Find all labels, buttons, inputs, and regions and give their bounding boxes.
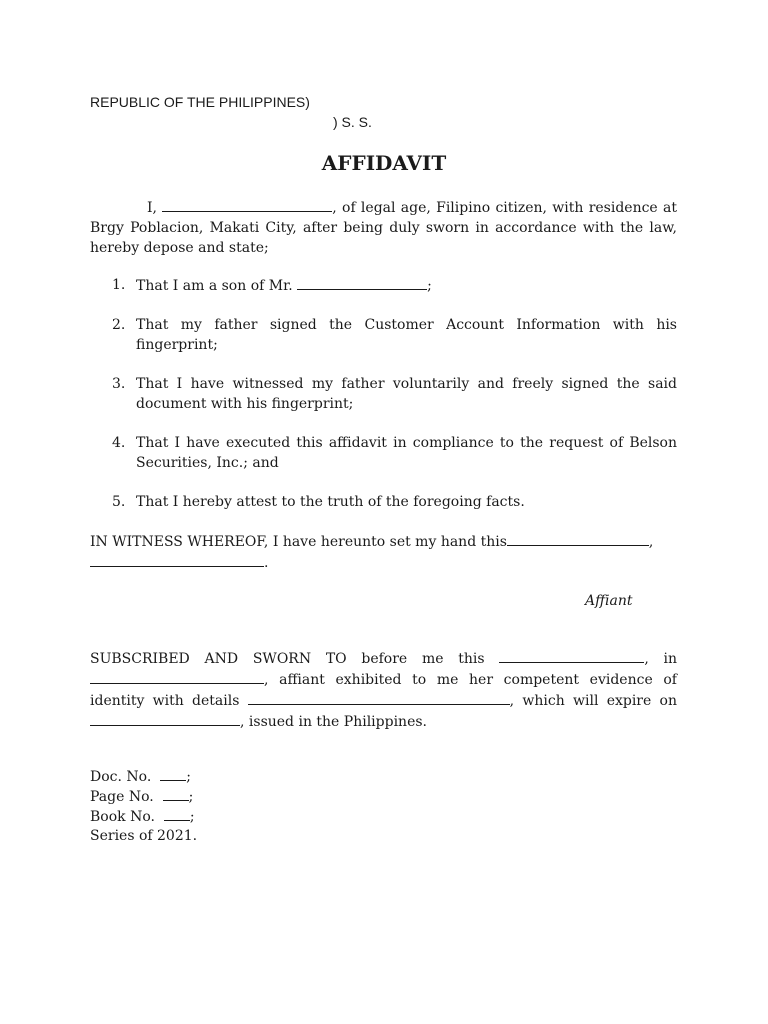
place-blank [90,552,264,567]
item-number: 4. [112,435,126,451]
doc-no-label: Doc. No. [90,769,152,785]
jurat-place-blank [90,669,264,684]
item-number: 2. [112,317,126,333]
book-no-blank [164,806,190,821]
witness-period: . [264,555,269,571]
affiant-label: Affiant [585,593,633,609]
list-item [90,275,677,296]
intro-prefix: I, [147,200,157,216]
witness-comma: , [648,534,654,550]
notarial-register [90,766,197,846]
list-item [90,315,677,355]
item-text: That my father signed the Customer Account Information with his fingerprint; [136,317,677,353]
name-blank [162,197,332,212]
page-no-line [90,786,197,806]
book-no-end: ; [189,809,195,825]
document-title: AFFIDAVIT [321,151,447,175]
doc-no-blank [160,766,186,781]
jurat-text-2: , in [644,651,677,667]
jurat-date-blank [499,648,644,663]
father-name-blank [297,275,427,290]
item-number: 3. [112,376,126,392]
list-item [90,374,677,414]
item-text: That I hereby attest to the truth of the foregoing facts. [136,494,525,510]
expiry-blank [90,711,240,726]
venue-line-1: REPUBLIC OF THE PHILIPPINES) [90,94,310,110]
list-item [90,492,677,512]
witness-paragraph [90,531,677,573]
page-no-label: Page No. [90,789,154,805]
id-details-blank [248,690,510,705]
item-number: 5. [112,494,126,510]
item-number: 1. [112,277,126,293]
witness-text: IN WITNESS WHEREOF, I have hereunto set my hand this [90,534,507,550]
series-line: Series of 2021. [90,828,198,844]
jurat-text-3: , affiant exhibited to me her competent evidence of identity with details [90,672,677,709]
jurat-paragraph [90,648,677,732]
venue-line-2: ) S. S. [333,114,372,130]
item-text-end: ; [427,278,432,294]
item-text: That I have executed this affidavit in compliance to the request of Belson Securities, Inc.; and [136,435,677,471]
jurat-text-4: , which will expire on [509,693,678,709]
page-no-end: ; [188,789,194,805]
doc-no-line [90,766,197,786]
book-no-label: Book No. [90,809,155,825]
jurat-text-5: , issued in the Philippines. [240,714,427,730]
list-item [90,433,677,473]
jurat-text-1: SUBSCRIBED AND SWORN TO before me this [90,651,485,667]
page-no-blank [163,786,189,801]
date-blank [507,531,649,546]
doc-no-end: ; [186,769,191,785]
book-no-line [90,806,197,826]
statement-list [90,275,677,531]
intro-paragraph [90,197,677,258]
item-text: That I am a son of Mr. [136,278,293,294]
item-text: That I have witnessed my father voluntarily and freely signed the said document with his fingerprint; [136,376,677,412]
intro-text: , of legal age, Filipino citizen, with residence at Brgy Poblacion, Makati City, after being duly sworn in accordance with the law, hereby depose and state; [90,200,677,256]
